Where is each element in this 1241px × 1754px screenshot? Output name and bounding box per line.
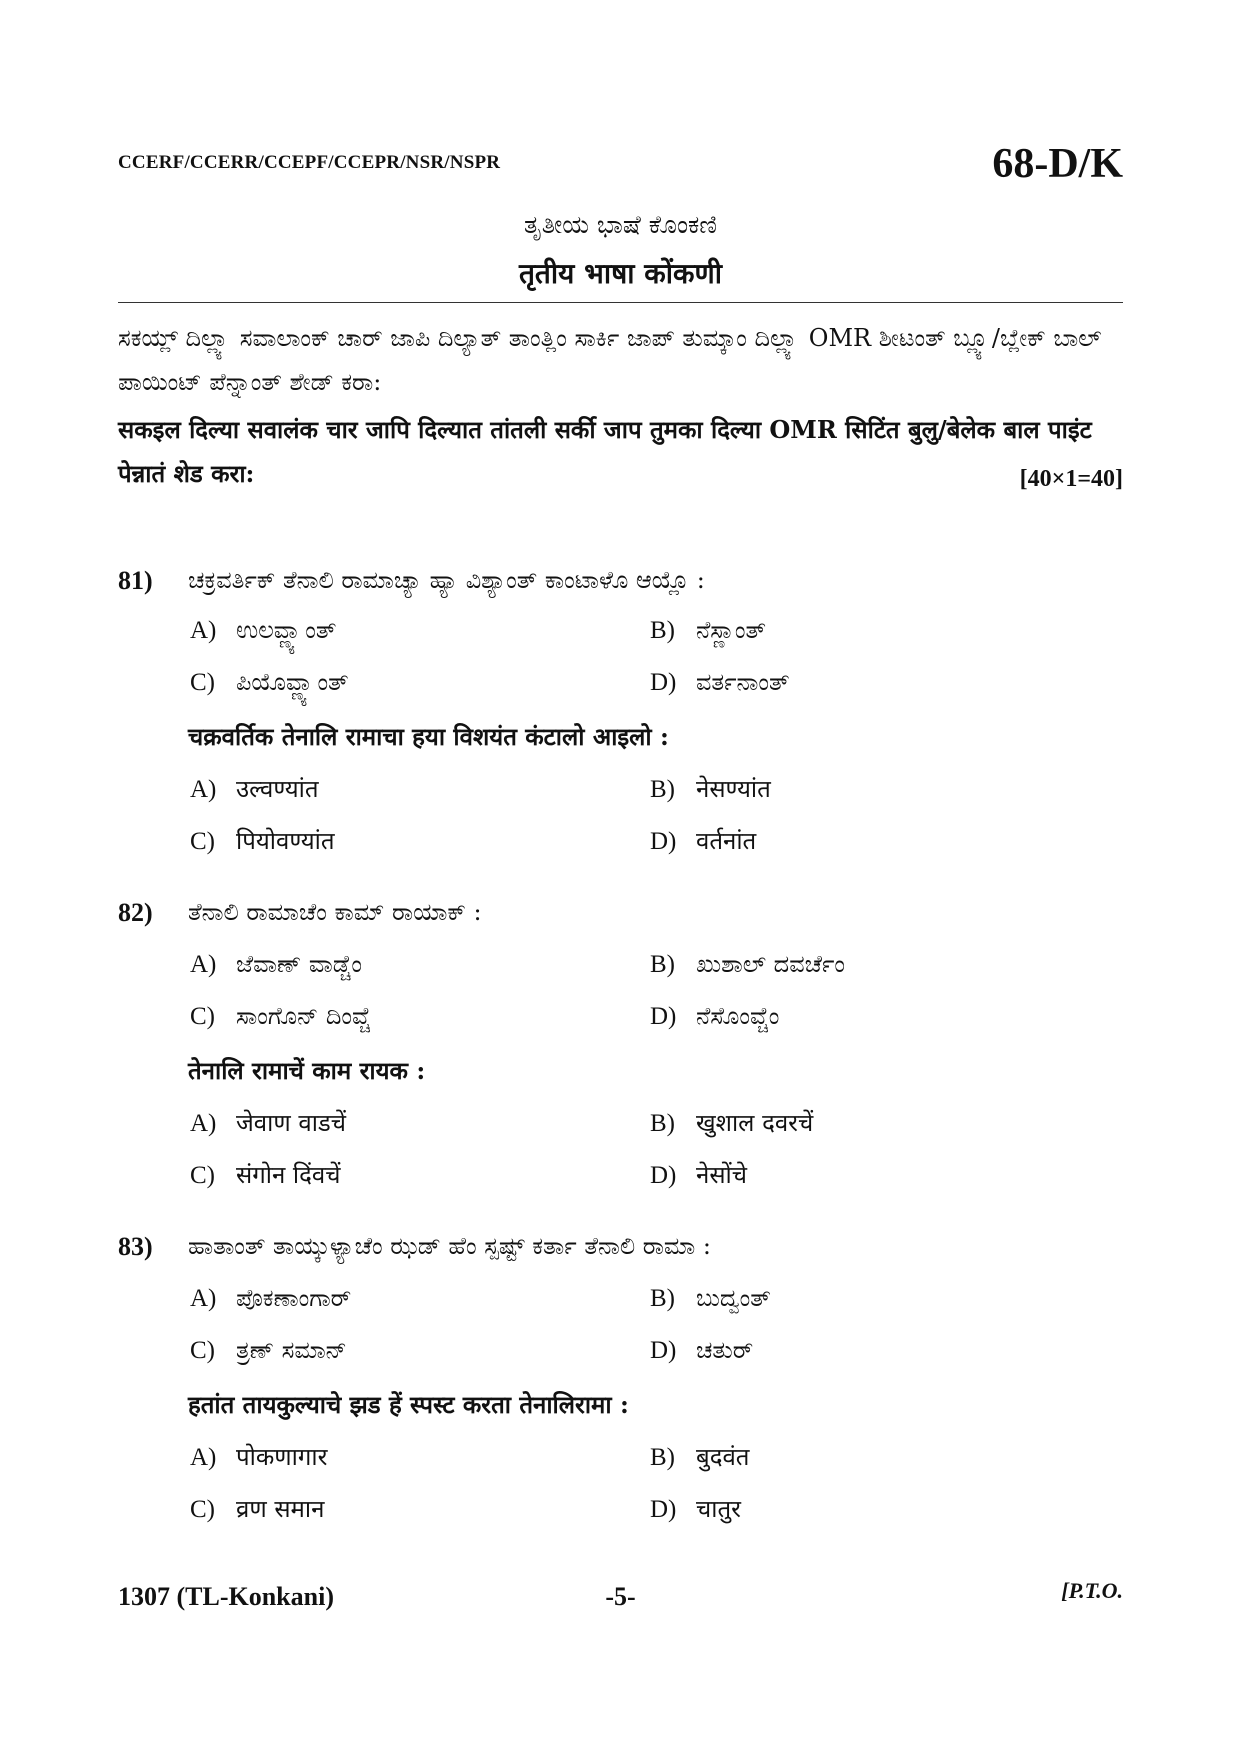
question-stem-kannada: ತೆನಾಲಿ ರಾಮಾಚೆಂ ಕಾಮ್ ರಾಯಾಕ್ :	[188, 898, 482, 926]
option-d-kannada	[650, 668, 790, 697]
option-c-kannada	[190, 1002, 371, 1031]
option-text: ಪಿಯೊವ್ಣ್ಯಾಂತ್	[236, 668, 349, 696]
option-a-devanagari	[190, 1440, 327, 1473]
question-stem-devanagari: चक्रवर्तिक तेनालि रामाचा हया विशयंत कंटालो आइलो :	[188, 722, 669, 751]
option-text: खुशाल दवरचें	[696, 1109, 814, 1137]
option-text: ಖುಶಾಲ್ ದವರ್ಚೆಂ	[696, 950, 846, 978]
option-a-devanagari	[190, 772, 319, 805]
option-b-kannada	[650, 616, 766, 645]
option-text: पियोवण्यांत	[236, 827, 335, 855]
option-text: संगोन दिंवचें	[236, 1161, 341, 1189]
option-label: A)	[190, 1444, 217, 1471]
question-number: 82)	[118, 898, 153, 927]
option-a-kannada	[190, 1284, 351, 1313]
please-turn-over: [P.T.O.	[1061, 1578, 1123, 1603]
option-c-devanagari	[190, 1492, 324, 1525]
option-label: B)	[650, 1285, 675, 1312]
option-label: D)	[650, 1162, 677, 1189]
option-label: C)	[190, 1337, 215, 1364]
option-text: ಚತುರ್	[696, 1336, 754, 1364]
option-b-devanagari	[650, 1106, 813, 1139]
option-text: ಉಲವ್ಣ್ಯಾಂತ್	[236, 616, 337, 644]
option-text: व्रण समान	[236, 1495, 325, 1523]
marks-allotment: [40×1=40]	[1019, 466, 1123, 492]
option-text: जेवाण वाडचें	[236, 1109, 346, 1137]
option-text: ನೆಸೊಂವ್ಚೆಂ	[696, 1002, 780, 1030]
question-number: 83)	[118, 1232, 153, 1261]
option-text: पोकणागार	[236, 1443, 328, 1471]
option-d-devanagari	[650, 1492, 741, 1525]
option-d-kannada	[650, 1336, 753, 1365]
question-stem-kannada: ಹಾತಾಂತ್ ತಾಯ್ಕುಳ್ಯಾಚೆಂ ಝಡ್ ಹೆಂ ಸ್ಪಷ್ಟ್ ಕರ್ತಾ ತೆನಾಲಿ ರಾಮಾ :	[188, 1232, 711, 1260]
page-number: -5-	[605, 1582, 636, 1611]
option-label: C)	[190, 1496, 215, 1523]
option-label: D)	[650, 1003, 677, 1030]
option-b-kannada	[650, 1284, 771, 1313]
instructions-kannada: ಸಕಯ್ಲ್ ದಿಲ್ಲ್ಯಾ ಸವಾಲಾಂಕ್ ಚಾರ್ ಜಾಪಿ ದಿಲ್ಯಾತ್ ತಾಂತ್ಲಿಂ ಸಾರ್ಕಿ ಜಾಪ್ ತುಮ್ಕಾಂ ದಿಲ್ಲ್ಯಾ OMR ಶೀಟಂತ್ ಬ್ಲ್ಯೂ/ಬ್ಲೇಕ್ ಬಾಲ್ ಪಾಯಿಂಟ್ ಪೆನ್ನಾಂತ್ ಶೇಡ್ ಕರಾ:	[118, 324, 1102, 396]
option-text: चातुर	[696, 1495, 741, 1523]
option-label: A)	[190, 951, 217, 978]
option-text: बुदवंत	[696, 1443, 750, 1471]
option-c-kannada	[190, 668, 349, 697]
option-b-devanagari	[650, 772, 771, 805]
option-label: A)	[190, 1285, 217, 1312]
option-label: C)	[190, 669, 215, 696]
option-text: ನೆಸ್ಣಾಂತ್	[696, 616, 767, 644]
footer-paper-id: 1307 (TL-Konkani)	[118, 1582, 334, 1611]
option-label: B)	[650, 951, 675, 978]
option-text: ಪೊಕಣಾಂಗಾರ್	[236, 1284, 352, 1312]
option-text: ಜೆವಾಣ್ ವಾಡ್ಚೆಂ	[236, 950, 363, 978]
header-divider	[118, 302, 1123, 303]
option-a-devanagari	[190, 1106, 346, 1139]
option-a-kannada	[190, 950, 362, 979]
option-label: A)	[190, 1110, 217, 1137]
option-text: ಸಾಂಗೊನ್ ದಿಂವ್ಚೆ	[236, 1002, 371, 1030]
option-label: B)	[650, 617, 675, 644]
option-b-kannada	[650, 950, 845, 979]
option-text: ಬುದ್ವಂತ್	[696, 1284, 771, 1312]
option-c-devanagari	[190, 824, 335, 857]
option-label: B)	[650, 776, 675, 803]
instructions-devanagari: सकइल दिल्या सवालंक चार जापि दिल्यात तांतली सर्की जाप तुमका दिल्या OMR सिटिंत बुलु/बेलेक बाल पाइंट पेन्नातं शेड करा:	[118, 415, 1092, 488]
question-number: 81)	[118, 566, 153, 595]
option-label: C)	[190, 1003, 215, 1030]
option-text: ವರ್ತನಾಂತ್	[696, 668, 790, 696]
paper-code: 68-D/K	[992, 141, 1123, 187]
option-label: D)	[650, 828, 677, 855]
option-c-kannada	[190, 1336, 347, 1365]
option-label: C)	[190, 1162, 215, 1189]
option-label: B)	[650, 1110, 675, 1137]
option-d-kannada	[650, 1002, 779, 1031]
option-text: नेसोंचे	[696, 1161, 747, 1189]
exam-codes: CCERF/CCERR/CCEPF/CCEPR/NSR/NSPR	[118, 152, 501, 173]
option-d-devanagari	[650, 824, 756, 857]
question-stem-kannada: ಚಕ್ರವರ್ತಿಕ್ ತೆನಾಲಿ ರಾಮಾಚ್ಯಾ ಹ್ಯಾ ವಿಶ್ಯಾಂತ್ ಕಾಂಟಾಳೊ ಆಯ್ಲೊ :	[188, 566, 705, 594]
option-label: A)	[190, 776, 217, 803]
option-label: A)	[190, 617, 217, 644]
option-c-devanagari	[190, 1158, 340, 1191]
title-devanagari: तृतीय भाषा कोंकणी	[518, 257, 723, 290]
option-label: C)	[190, 828, 215, 855]
question-stem-devanagari: हतांत तायकुल्याचे झड हें स्पस्ट करता तेनालिरामा :	[188, 1390, 629, 1419]
option-label: D)	[650, 669, 677, 696]
option-label: B)	[650, 1444, 675, 1471]
option-text: वर्तनांत	[696, 827, 757, 855]
option-b-devanagari	[650, 1440, 749, 1473]
title-kannada: ತೃತೀಯ ಭಾಷೆ ಕೊಂಕಣಿ	[523, 210, 718, 239]
option-text: नेसण्यांत	[696, 775, 771, 803]
option-text: ತ್ರಣ್ ಸಮಾನ್	[236, 1336, 347, 1364]
option-label: D)	[650, 1496, 677, 1523]
question-stem-devanagari: तेनालि रामाचें काम रायक :	[188, 1056, 426, 1085]
option-text: उल्वण्यांत	[236, 775, 319, 803]
option-label: D)	[650, 1337, 677, 1364]
option-a-kannada	[190, 616, 336, 645]
option-d-devanagari	[650, 1158, 747, 1191]
